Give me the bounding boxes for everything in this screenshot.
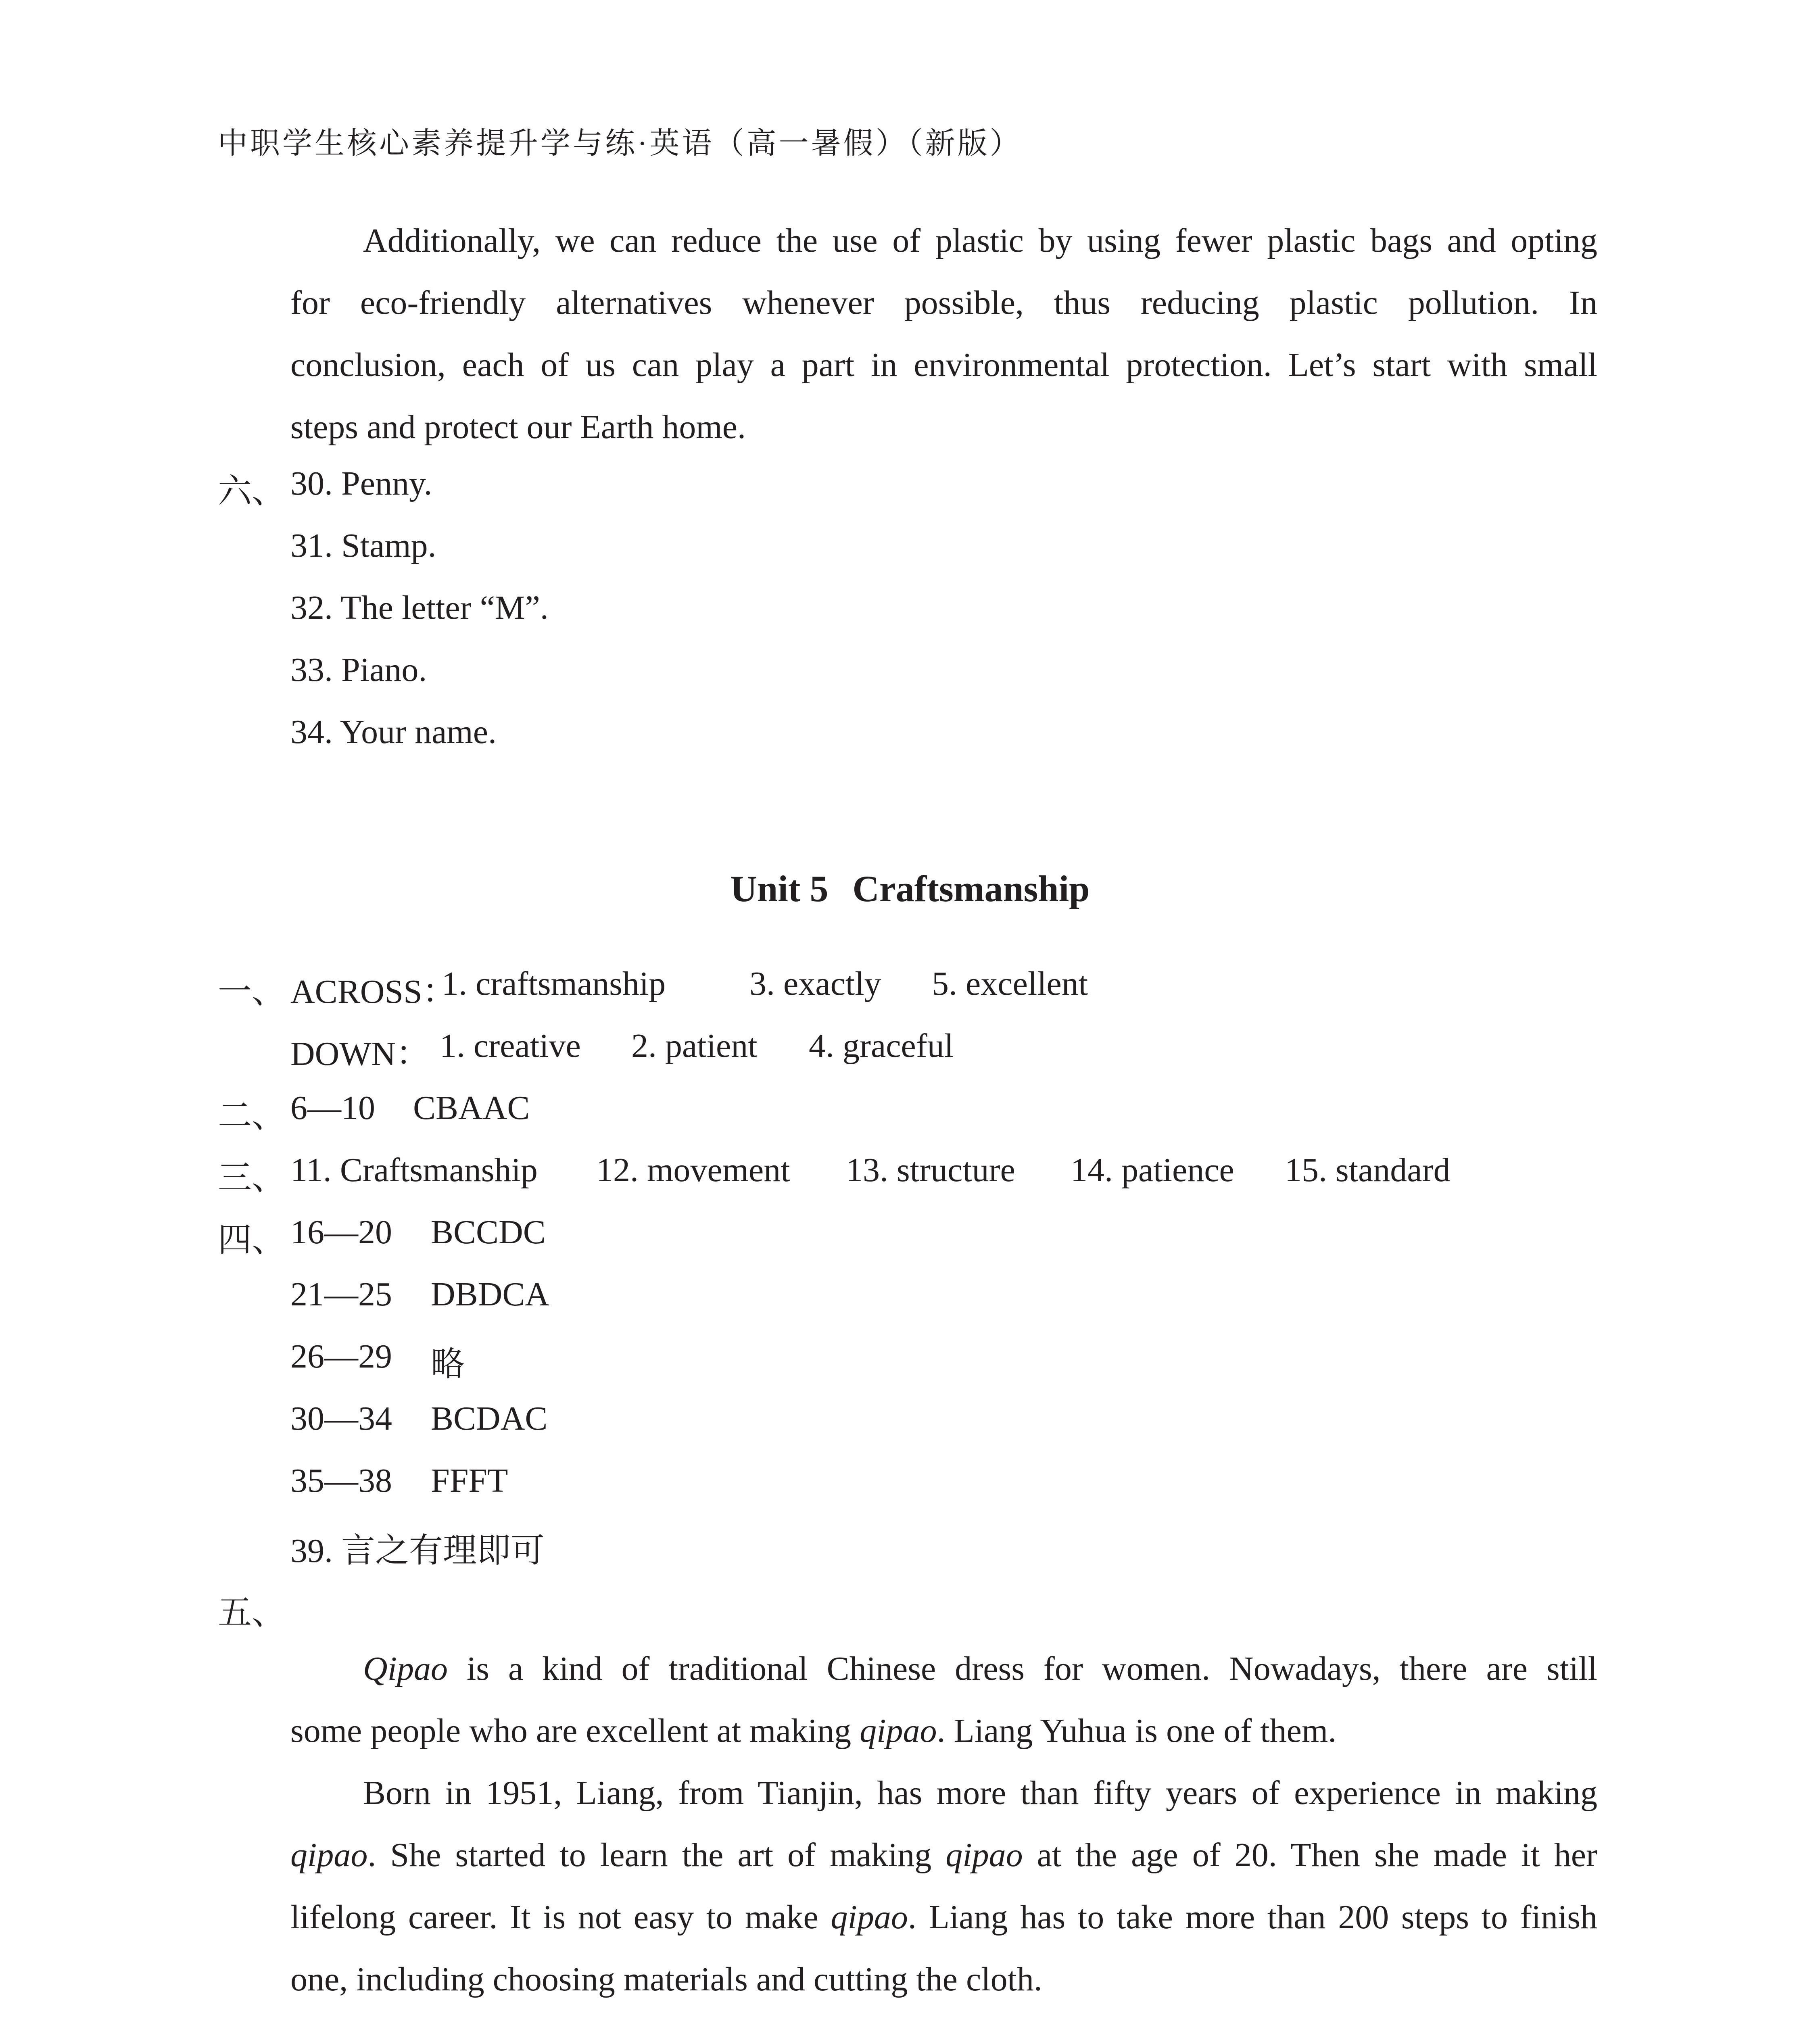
- answer-letters: BCDAC: [431, 1400, 548, 1437]
- answer-range: 21—25: [290, 1276, 392, 1313]
- essay-line: [290, 1700, 1597, 1762]
- unit-heading: [0, 867, 1820, 910]
- section-marker-four: 四、: [218, 1221, 286, 1259]
- essay-text: . Liang has to take more than 200 steps to finish: [908, 1898, 1597, 1936]
- essay-text: some people who are excellent at making: [290, 1712, 860, 1750]
- running-header: 中职学生核心素养提升学与练·英语（高一暑假）（新版）: [218, 127, 1022, 160]
- qipao-word: qipao: [831, 1898, 908, 1936]
- answer-item: 33. Piano.: [290, 651, 427, 689]
- qipao-word: qipao: [945, 1836, 1023, 1874]
- answer-letters: CBAAC: [413, 1089, 530, 1127]
- answer-range: 26—29: [290, 1338, 392, 1375]
- section-marker-three: 三、: [218, 1159, 286, 1197]
- across-item: 5. excellent: [932, 965, 1088, 1002]
- essay-line: Born in 1951, Liang, from Tianjin, has more than fifty years of experience in making: [363, 1774, 1597, 1812]
- essay-line: [290, 1824, 1597, 1886]
- answer-letters: BCCDC: [431, 1213, 546, 1251]
- essay-line: one, including choosing materials and cutting the cloth.: [290, 1961, 1042, 1998]
- essay-text: . Liang Yuhua is one of them.: [937, 1712, 1337, 1750]
- answer-range: 35—38: [290, 1462, 392, 1499]
- section-marker-five: 五、: [218, 1594, 286, 1632]
- essay-line: [290, 1886, 1597, 1948]
- qipao-word: qipao: [860, 1712, 937, 1750]
- answer-item: 13. structure: [846, 1151, 1015, 1189]
- answer-item: 14. patience: [1071, 1151, 1234, 1189]
- essay-line: for eco-friendly alternatives whenever possible, thus reducing plastic pollution. In: [290, 284, 1597, 322]
- qipao-word: qipao: [290, 1836, 368, 1874]
- answer-letters: DBDCA: [431, 1276, 550, 1313]
- answer-item: 32. The letter “M”.: [290, 589, 549, 626]
- essay-line: [290, 2011, 1597, 2017]
- answer-range: 30—34: [290, 1400, 392, 1437]
- section-marker-two: 二、: [218, 1097, 286, 1135]
- essay-text: is a kind of traditional Chinese dress for women. Nowadays, there are still: [448, 1650, 1597, 1687]
- essay-line: conclusion, each of us can play a part in environmental protection. Let’s start with small: [290, 346, 1597, 384]
- answer-item: 15. standard: [1285, 1151, 1451, 1189]
- across-item: 1. craftsmanship: [442, 965, 666, 1002]
- answer-letters: FFFT: [431, 1462, 508, 1499]
- section-marker-six: 六、: [218, 473, 286, 510]
- across-label: ACROSS：: [290, 973, 456, 1011]
- answer-item: 34. Your name.: [290, 713, 497, 751]
- essay-line: Additionally, we can reduce the use of plastic by using fewer plastic bags and opting: [363, 222, 1597, 259]
- essay-text: at the age of 20. Then she made it her: [1023, 1836, 1597, 1874]
- down-label: DOWN：: [290, 1035, 430, 1073]
- unit-number: Unit 5: [730, 868, 829, 909]
- essay-continuation: [290, 210, 1597, 458]
- qipao-word: Qipao: [363, 1650, 448, 1687]
- essay-line: [290, 1638, 1597, 1700]
- answer-item: 12. movement: [596, 1151, 790, 1189]
- essay-text: . She started to learn the art of making: [367, 1836, 946, 1874]
- essay-text: lifelong career. It is not easy to make: [290, 1898, 831, 1936]
- answer-letters: 略: [431, 1346, 465, 1383]
- answer-item: 31. Stamp.: [290, 527, 436, 564]
- essay-line: steps and protect our Earth home.: [290, 408, 746, 446]
- answer-item: 30. Penny.: [290, 465, 432, 502]
- answer-item: 39. 言之有理即可: [290, 1532, 545, 1570]
- unit-title: Craftsmanship: [852, 868, 1090, 909]
- answer-range: 16—20: [290, 1213, 392, 1251]
- qipao-essay: [290, 1638, 1597, 2017]
- section-marker-one: 一、: [218, 973, 286, 1011]
- answer-item: 11. Craftsmanship: [290, 1151, 538, 1189]
- across-item: 3. exactly: [749, 965, 881, 1002]
- down-item: 2. patient: [631, 1027, 758, 1065]
- answer-range: 6—10: [290, 1089, 375, 1127]
- down-item: 1. creative: [440, 1027, 581, 1065]
- down-item: 4. graceful: [809, 1027, 954, 1065]
